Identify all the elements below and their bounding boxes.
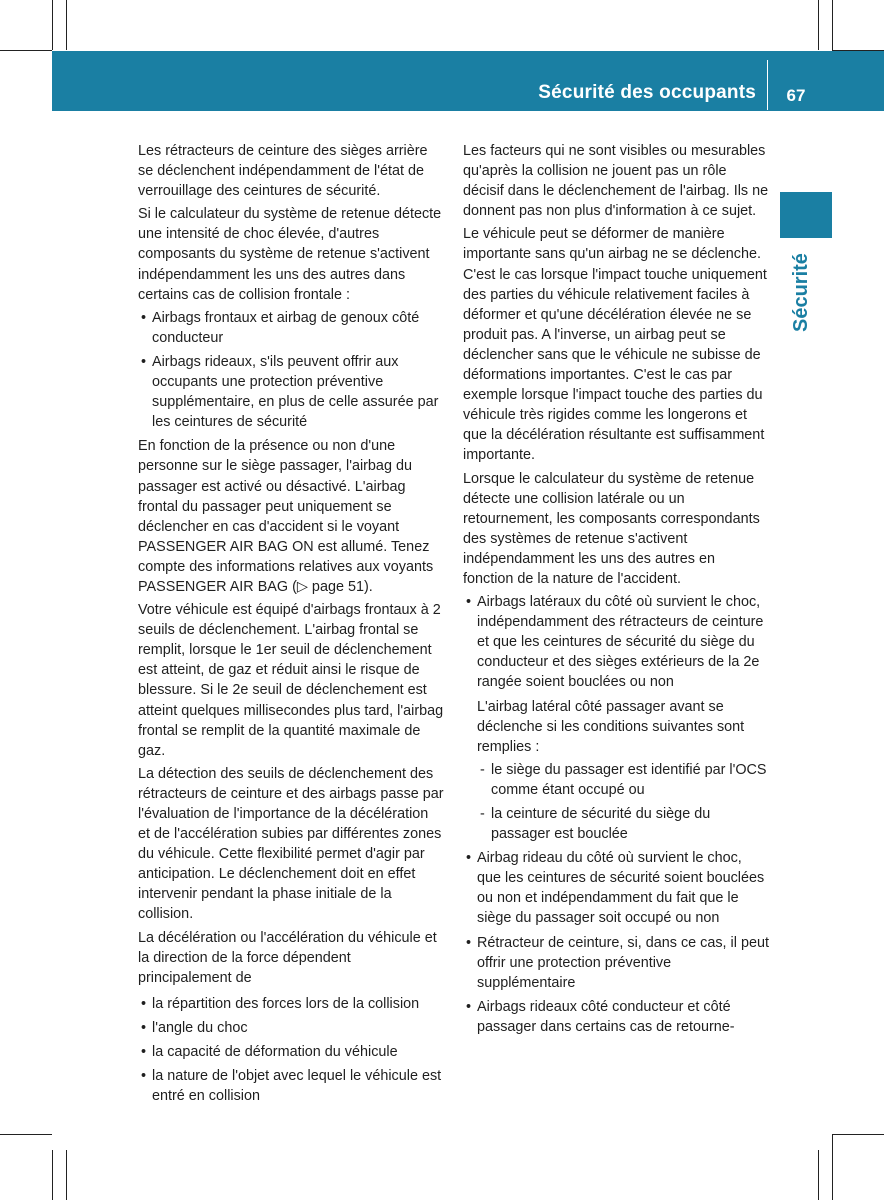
paragraph: La décélération ou l'accélération du véhicule et la direction de la force dépendent principalement de	[138, 929, 437, 986]
list-item-text: Airbags latéraux du côté où survient le choc, indépendamment des rétracteurs de ceinture et que les ceintures de sécurité du siège du conducteur et des sièges extérieurs de la 2e rangée soient bouclées ou non	[477, 594, 764, 691]
sub-list-item: - la ceinture de sécurité du siège du passager est bouclée	[477, 804, 769, 844]
paragraph: Lorsque le calculateur du système de retenue détecte une collision latérale ou un retournement, les composants correspondants des systèmes de retenue s'activent indépendamment les uns des autres en fonction de la nature de l'accident.	[463, 470, 760, 587]
list-item: • la répartition des forces lors de la collision	[138, 994, 444, 1014]
bullet-list	[138, 994, 444, 1106]
list-item: • Airbags rideaux, s'ils peuvent offrir aux occupants une protection préventive supplémentaire, en plus de celle assurée par les ceintures de sécurité	[138, 352, 444, 432]
bullet-list	[463, 592, 769, 692]
header-band	[52, 51, 884, 111]
crop-mark	[66, 1150, 67, 1200]
sub-list-item: - le siège du passager est identifié par l'OCS comme étant occupé ou	[477, 760, 769, 800]
list-item: • la nature de l'objet avec lequel le véhicule est entré en collision	[138, 1066, 444, 1106]
bullet-list	[138, 308, 444, 433]
crop-mark	[66, 0, 67, 50]
crop-mark	[832, 1134, 833, 1200]
bullet-list	[463, 848, 769, 1037]
section-tab	[780, 192, 832, 238]
list-item: • la capacité de déformation du véhicule	[138, 1042, 444, 1062]
crop-mark	[832, 1134, 884, 1135]
section-label: Sécurité	[790, 253, 812, 332]
right-column	[463, 141, 769, 1041]
paragraph: Les facteurs qui ne sont visibles ou mesurables qu'après la collision ne jouent pas un rôle décisif dans le déclenchement de l'airbag. Ils ne donnent pas non plus d'information à ce sujet.	[463, 143, 769, 220]
crop-mark	[832, 0, 833, 50]
crop-mark	[0, 50, 52, 51]
paragraph: En fonction de la présence ou non d'une personne sur le siège passager, l'airbag du passager est activé ou désactivé. L'airbag frontal du passager peut uniquement se déclencher en cas d'accident si le voyant PASSENGER AIR BAG ON est allumé. Tenez compte des informations relatives aux voyants PASSENGER AIR BAG (▷ page 51).	[138, 438, 434, 595]
paragraph: Votre véhicule est équipé d'airbags frontaux à 2 seuils de déclenchement. L'airbag frontal se remplit, lorsque le 1er seuil de déclenchement est atteint, de gaz et réduit ainsi le risque de blessure. Si le 2e seuil de déclenchement est atteint quelques millisecondes plus tard, l'airbag frontal se remplit de la quantité maximale de gaz.	[138, 602, 444, 759]
sub-list	[463, 760, 769, 844]
left-column	[138, 141, 444, 1110]
paragraph: Si le calculateur du système de retenue détecte une intensité de choc élevée, d'autres composants du système de retenue s'activent indépendamment les uns des autres dans certains cas de collision frontale :	[138, 206, 442, 303]
page-number: 67	[786, 86, 806, 105]
paragraph: Le véhicule peut se déformer de manière importante sans qu'un airbag ne se déclenche. C'est le cas lorsque l'impact touche uniquement des parties du véhicule relativement faciles à déformer et qu'une décélération élevée ne se produit pas. A l'inverse, un airbag peut se déclencher sans que le véhicule ne subisse de déformations importantes. C'est le cas par exemple lorsque l'impact touche des parties du véhicule très rigides comme les longerons et que la décélération résultante est suffisamment importante.	[463, 226, 767, 464]
header-divider	[767, 60, 768, 110]
crop-mark	[52, 0, 53, 50]
page-title: Sécurité des occupants	[538, 82, 756, 103]
crop-mark	[818, 0, 819, 50]
list-item: • Airbags rideaux côté conducteur et côté passager dans certains cas de retourne-	[463, 997, 769, 1037]
list-item: • Rétracteur de ceinture, si, dans ce cas, il peut offrir une protection préventive supplémentaire	[463, 933, 769, 993]
paragraph: Les rétracteurs de ceinture des sièges arrière se déclenchent indépendamment de l'état de verrouillage des ceintures de sécurité.	[138, 143, 428, 200]
crop-mark	[818, 1150, 819, 1200]
crop-mark	[52, 1150, 53, 1200]
list-item: • l'angle du choc	[138, 1018, 444, 1038]
list-item: • Airbags frontaux et airbag de genoux côté conducteur	[138, 308, 444, 348]
paragraph: La détection des seuils de déclenchement des rétracteurs de ceinture et des airbags passe par l'évaluation de l'importance de la décélération et de l'accélération subies par différentes zones du véhicule. Cette flexibilité permet d'agir par anticipation. Le déclenchement doit en effet intervenir pendant la phase initiale de la collision.	[138, 765, 444, 923]
crop-mark	[0, 1134, 52, 1135]
paragraph: L'airbag latéral côté passager avant se déclenche si les conditions suivantes sont remplies :	[477, 698, 745, 755]
list-item: • Airbag rideau du côté où survient le choc, que les ceintures de sécurité soient bouclées ou non et indépendamment du fait que le siège du passager soit occupé ou non	[463, 848, 769, 928]
list-item	[463, 592, 769, 692]
